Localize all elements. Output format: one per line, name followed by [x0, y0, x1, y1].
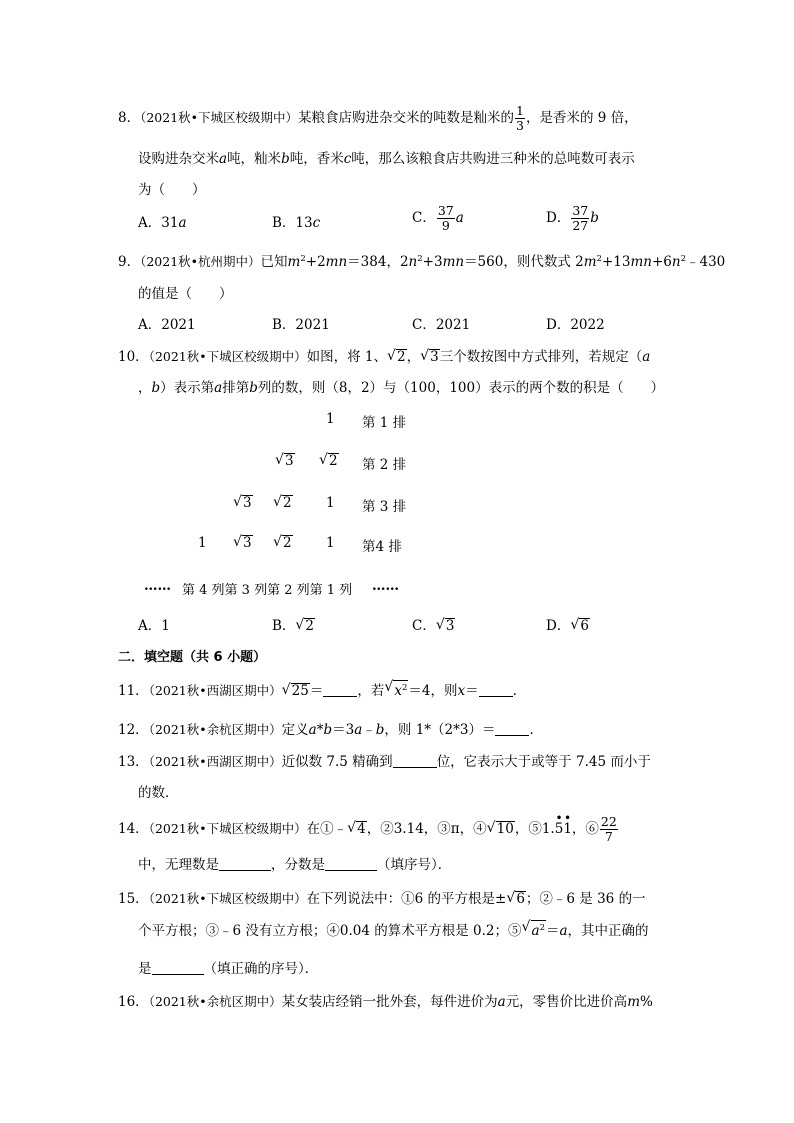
sqrt [506, 891, 526, 907]
opt-label: C． [412, 210, 436, 226]
q14-number: 14． [118, 821, 149, 837]
q10-option-a [138, 614, 170, 634]
txt: ， [406, 349, 421, 365]
opt-frac [571, 204, 589, 233]
radicand: 2 [329, 453, 338, 469]
radical-sign: √ [387, 348, 396, 364]
radicand: 4 [357, 821, 366, 837]
frac-num: 1 [516, 103, 524, 118]
opt-label: A．1 [138, 618, 170, 634]
txt: 元，零售价比进价高 [505, 994, 628, 1010]
sqrt [233, 535, 253, 551]
q15-line3 [138, 957, 318, 977]
var: b [323, 722, 333, 738]
fig-row-label: 第4 排 [362, 539, 402, 555]
txt: 近似数 7.5 精确到 [281, 754, 393, 770]
q8-number: 8． [118, 110, 141, 126]
txt: % [640, 994, 653, 1010]
q8-option-d [546, 204, 599, 233]
fig-dots-left: …… [144, 578, 171, 594]
var: x [457, 683, 466, 699]
q9-t1: 已知 [260, 254, 288, 270]
var: x [394, 683, 402, 699]
section-heading: 二．填空题（共 6 小题） [118, 650, 267, 665]
fig-cell: 1 [326, 411, 335, 427]
frac-den: 3 [516, 118, 524, 133]
var: m [627, 994, 640, 1010]
repeat-dot: • [555, 813, 563, 824]
txt: * [316, 722, 324, 738]
answer-blank[interactable] [323, 696, 357, 697]
txt: 中，无理数是 [138, 857, 219, 873]
txt: 如图，将 1、 [306, 349, 388, 365]
q12-number: 12． [118, 722, 149, 738]
q8-option-c [412, 204, 464, 233]
sqrt [273, 535, 293, 551]
q10-number: 10． [118, 349, 149, 365]
frac-den: 7 [604, 829, 613, 844]
txt: ，分数是 [271, 857, 325, 873]
q11-number: 11． [118, 683, 149, 699]
var: m [287, 254, 301, 270]
txt: 某女装店经销一批外套，每件进价为 [281, 994, 498, 1010]
opt-label: C． [412, 618, 436, 634]
radical-sign: √ [435, 617, 445, 633]
txt: ． [529, 722, 543, 738]
radical-sign: √ [233, 494, 242, 510]
q14-line1 [118, 815, 619, 844]
txt: ＝3 [332, 722, 355, 738]
var: mn [630, 254, 652, 270]
sup: 2 [596, 254, 602, 264]
var: n [408, 254, 418, 270]
fig-cell [275, 453, 295, 469]
fig-cell [319, 453, 339, 469]
radicand: 6 [580, 618, 589, 634]
fig-cell [233, 535, 253, 551]
sup: 2 [680, 254, 686, 264]
txt: ，⑤1. [514, 821, 555, 837]
txt: ﹣ [362, 722, 376, 738]
sup: 2 [417, 254, 423, 264]
sqrt [487, 821, 515, 837]
txt: ， [138, 380, 152, 396]
txt: ，②3.14，③π，④ [366, 821, 487, 837]
var: b [249, 380, 258, 396]
radical-sign: √ [570, 617, 580, 633]
txt: +3 [422, 254, 443, 270]
repeating-digit [554, 813, 564, 837]
txt: 列的数，则（8，2）与（100，100）表示的两个数的积是（ ） [257, 380, 665, 396]
txt: ＝384，2 [347, 254, 409, 270]
repeat-dot: • [564, 813, 571, 824]
var: a [308, 722, 317, 738]
q12-source: （2021秋•余杭区期中） [148, 722, 282, 737]
fraction-one-third [515, 104, 525, 133]
q15-line1 [118, 887, 646, 907]
radical-sign: √ [521, 919, 531, 935]
q9-option-b [272, 313, 330, 333]
q16-number: 16． [118, 994, 149, 1010]
answer-blank[interactable] [495, 735, 529, 736]
var: mn [325, 254, 348, 270]
txt: 是 [138, 961, 152, 977]
q9-number: 9． [118, 254, 141, 270]
q8-option-b [272, 211, 320, 231]
radical-sign: √ [506, 890, 516, 906]
q8-l2d: 吨，那么该粮食店共购进三种米的总吨数可表示 [351, 151, 635, 167]
fig-cell [273, 535, 293, 551]
q8-line3 [138, 178, 206, 198]
radicand: 3 [243, 535, 252, 551]
txt: +13 [601, 254, 631, 270]
radicand: 2 [397, 349, 406, 365]
q9-option-d [546, 313, 605, 333]
radical-sign: √ [384, 679, 394, 695]
sqrt [319, 453, 339, 469]
fig-row-label: 第 3 排 [362, 499, 407, 515]
q13-number: 13． [118, 754, 149, 770]
q13-line1 [118, 750, 651, 770]
q16-source: （2021秋•余杭区期中） [148, 994, 282, 1009]
q10-line2 [138, 376, 664, 396]
q8-text: 某粮食店购进杂交米的吨数是籼米的 [298, 110, 515, 126]
q12-line1 [118, 718, 543, 738]
q8-l2c: 吨，香米 [289, 151, 344, 167]
q10-option-b [272, 614, 315, 634]
sup: 2 [539, 923, 545, 933]
opt-frac [437, 204, 455, 233]
opt-label: B．13 [272, 215, 313, 231]
sqrt [282, 683, 310, 699]
radicand [393, 680, 408, 699]
opt-label: B． [272, 618, 296, 634]
sqrt [275, 453, 295, 469]
opt-label: A．31 [138, 215, 179, 231]
q8-source: （2021秋•下城区校级期中） [140, 110, 299, 125]
sqrt [436, 618, 456, 634]
var-a: a [219, 151, 228, 167]
frac-num: 22 [600, 814, 617, 829]
q15-number: 15． [118, 891, 149, 907]
opt-var: c [312, 215, 321, 231]
opt-label: A．2021 [138, 317, 196, 333]
radical-sign: √ [281, 682, 291, 698]
txt: 在①﹣ [306, 821, 348, 837]
q9-l2: 的值是（ ） [138, 286, 233, 302]
q9-option-c [412, 313, 470, 333]
fig-row-label: 第 1 排 [362, 415, 407, 431]
txt: 个平方根；③﹣6 没有立方根；④0.04 的算术平方根是 0.2；⑤ [138, 923, 522, 939]
txt: ＝4，则 [408, 683, 458, 699]
var-c: c [343, 151, 352, 167]
frac-den: 27 [572, 218, 589, 233]
q8-l2b: 吨，籼米 [227, 151, 282, 167]
txt: ，若 [357, 683, 385, 699]
var: mn [442, 254, 465, 270]
q10-option-c [412, 614, 455, 634]
opt-label: C．2021 [412, 317, 471, 333]
fig-cell: 1 [326, 535, 335, 551]
answer-blank[interactable] [393, 767, 437, 768]
txt: +2 [305, 254, 326, 270]
fig-column-labels: 第 4 列第 3 列第 2 列第 1 列 [182, 583, 353, 598]
q8-text2: ，是香米的 9 倍， [525, 110, 638, 126]
txt: +6 [651, 254, 672, 270]
fig-cell: 1 [326, 495, 335, 511]
frac-num: 37 [572, 203, 589, 218]
var: b [375, 722, 385, 738]
q14-source: （2021秋•下城区校级期中） [148, 821, 307, 836]
txt: ＝ [309, 683, 324, 699]
var-b: b [281, 151, 290, 167]
txt: 排第 [222, 380, 250, 396]
txt: （填正确的序号）． [203, 961, 319, 977]
txt: ，则 1*（2*3）＝ [384, 722, 496, 738]
fig-cell: 1 [198, 535, 207, 551]
q9-option-a [138, 313, 196, 333]
q9-line1 [118, 250, 725, 270]
q10-source: （2021秋•下城区校级期中） [148, 349, 307, 364]
radical-sign: √ [319, 452, 328, 468]
q8-l3: 为（ ） [138, 182, 206, 198]
var: a [531, 923, 540, 939]
sup: 2 [300, 254, 306, 264]
radical-sign: √ [420, 348, 430, 364]
radicand: 25 [291, 683, 309, 699]
fraction [600, 815, 618, 844]
q11-source: （2021秋•西湖区期中） [148, 683, 282, 698]
opt-label: D． [546, 210, 571, 226]
txt: ，其中正确的 [567, 923, 649, 939]
radical-sign: √ [486, 820, 496, 836]
var: a [559, 923, 568, 939]
opt-var: b [590, 210, 599, 226]
fig-row-label: 第 2 排 [362, 457, 407, 473]
answer-blank[interactable] [219, 870, 271, 871]
radical-sign: √ [275, 452, 284, 468]
radicand: 10 [496, 821, 514, 837]
fig-cell [273, 495, 293, 511]
radicand: 2 [305, 618, 315, 634]
q9-line2 [138, 282, 233, 302]
radicand: 3 [285, 453, 294, 469]
opt-var: a [455, 210, 464, 226]
txt: ＝ [545, 923, 560, 939]
txt: ﹣430 [685, 254, 726, 270]
sqrt [420, 349, 440, 365]
answer-blank[interactable] [479, 696, 513, 697]
sqrt [387, 349, 407, 365]
digit: 5 [554, 821, 564, 837]
frac-num: 37 [437, 203, 454, 218]
sqrt [384, 680, 408, 699]
sup: 2 [401, 683, 408, 693]
var: n [671, 254, 681, 270]
txt: 位，它表示大于或等于 7.45 而小于 [436, 754, 651, 770]
sqrt [347, 821, 367, 837]
txt: ． [512, 683, 527, 699]
txt: 的数． [138, 785, 179, 801]
answer-blank[interactable] [152, 974, 204, 975]
var: a [642, 349, 651, 365]
radicand: 2 [283, 535, 292, 551]
q8-l2a: 设购进杂交米 [138, 151, 219, 167]
txt: ，⑥ [571, 821, 599, 837]
fig-cell [233, 495, 253, 511]
q8-line1 [118, 104, 638, 133]
txt: 定义 [281, 722, 309, 738]
q11-line1 [118, 679, 526, 699]
digit: 1 [563, 821, 572, 837]
txt: ；②﹣6 是 36 的一 [525, 891, 646, 907]
q13-source: （2021秋•西湖区期中） [148, 754, 282, 769]
radical-sign: √ [273, 534, 282, 550]
sqrt [295, 618, 315, 634]
opt-label: D． [546, 618, 571, 634]
repeating-digit [563, 813, 572, 837]
var: a [214, 380, 223, 396]
txt: ＝ [465, 683, 479, 699]
var: b [151, 380, 161, 396]
radical-sign: √ [347, 820, 357, 836]
q8-option-a [138, 211, 187, 231]
opt-label: B．2021 [272, 317, 330, 333]
q16-line1 [118, 990, 653, 1010]
radicand: 3 [243, 495, 252, 511]
sqrt [233, 495, 253, 511]
radicand: 6 [516, 891, 525, 907]
txt: （填序号）． [377, 857, 452, 873]
answer-blank[interactable] [325, 870, 377, 871]
radical-sign: √ [273, 494, 282, 510]
radicand [531, 920, 546, 939]
var: a [354, 722, 363, 738]
txt: ）表示第 [160, 380, 215, 396]
q13-line2 [138, 781, 179, 801]
txt: 三个数按图中方式排列，若规定（ [439, 349, 643, 365]
q8-line2 [138, 147, 635, 167]
radicand: 3 [430, 349, 439, 365]
q10-option-d [546, 614, 590, 634]
sqrt [570, 618, 590, 634]
radical-sign: √ [233, 534, 242, 550]
frac-den: 9 [441, 218, 450, 233]
var: a [497, 994, 506, 1010]
q15-line2 [138, 919, 649, 939]
sqrt [273, 495, 293, 511]
radical-sign: √ [295, 617, 305, 633]
opt-var: a [178, 215, 187, 231]
var: m [583, 254, 597, 270]
q9-source: （2021秋•杭州期中） [140, 254, 261, 269]
q14-line2 [138, 853, 451, 873]
txt: 在下列说法中：①6 的平方根是± [306, 891, 507, 907]
txt: ＝560，则代数式 2 [464, 254, 584, 270]
radicand: 2 [283, 495, 292, 511]
radicand: 3 [445, 618, 455, 634]
sqrt [522, 920, 546, 939]
fig-dots-right: …… [372, 578, 399, 594]
opt-label: D．2022 [546, 317, 605, 333]
q10-line1 [118, 345, 650, 365]
q15-source: （2021秋•下城区校级期中） [148, 891, 307, 906]
